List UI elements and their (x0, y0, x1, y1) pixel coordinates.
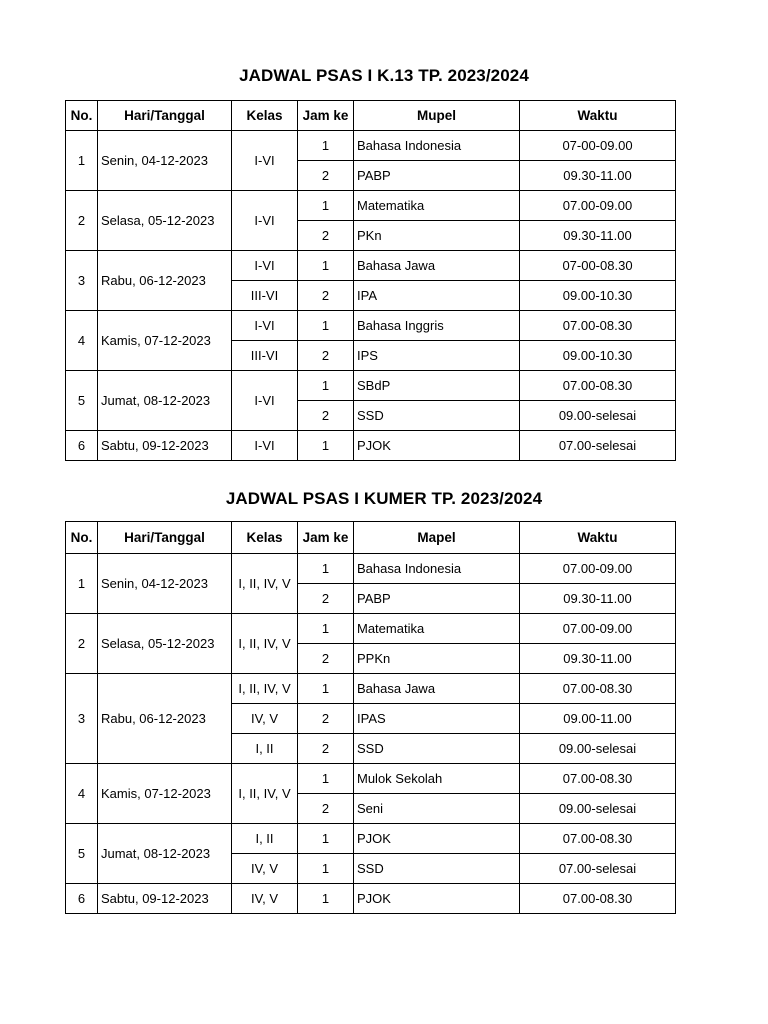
header-subject: Mapel (354, 522, 520, 554)
day-date-cell: Jumat, 08-12-2023 (98, 371, 232, 431)
class-cell: I-VI (232, 251, 298, 281)
subject-cell: SSD (354, 854, 520, 884)
row-number-cell: 3 (66, 674, 98, 764)
period-cell: 1 (298, 131, 354, 161)
time-cell: 07-00-08.30 (520, 251, 676, 281)
time-cell: 07.00-selesai (520, 431, 676, 461)
table-row (66, 431, 676, 461)
table-row (66, 554, 676, 584)
header-class: Kelas (232, 101, 298, 131)
table-row (66, 131, 676, 161)
class-cell: I, II (232, 824, 298, 854)
class-cell: I, II, IV, V (232, 674, 298, 704)
header-day: Hari/Tanggal (98, 101, 232, 131)
class-cell: I, II, IV, V (232, 614, 298, 674)
header-period: Jam ke (298, 522, 354, 554)
class-cell: III-VI (232, 341, 298, 371)
class-cell: I-VI (232, 131, 298, 191)
time-cell: 09.00-selesai (520, 794, 676, 824)
subject-cell: Bahasa Inggris (354, 311, 520, 341)
time-cell: 09.30-11.00 (520, 644, 676, 674)
period-cell: 1 (298, 431, 354, 461)
row-number-cell: 6 (66, 884, 98, 914)
time-cell: 07.00-08.30 (520, 764, 676, 794)
time-cell: 07.00-09.00 (520, 614, 676, 644)
period-cell: 2 (298, 281, 354, 311)
row-number-cell: 1 (66, 131, 98, 191)
time-cell: 07.00-selesai (520, 854, 676, 884)
header-subject: Mupel (354, 101, 520, 131)
subject-cell: Bahasa Jawa (354, 251, 520, 281)
subject-cell: PPKn (354, 644, 520, 674)
day-date-cell: Senin, 04-12-2023 (98, 131, 232, 191)
time-cell: 07-00-09.00 (520, 131, 676, 161)
table-body (66, 131, 676, 461)
subject-cell: Bahasa Jawa (354, 674, 520, 704)
subject-cell: IPS (354, 341, 520, 371)
period-cell: 1 (298, 854, 354, 884)
time-cell: 09.30-11.00 (520, 584, 676, 614)
row-number-cell: 6 (66, 431, 98, 461)
subject-cell: SBdP (354, 371, 520, 401)
day-date-cell: Selasa, 05-12-2023 (98, 191, 232, 251)
class-cell: I-VI (232, 431, 298, 461)
period-cell: 2 (298, 401, 354, 431)
table-row (66, 191, 676, 221)
schedule-title-kumer: JADWAL PSAS I KUMER TP. 2023/2024 (225, 489, 543, 508)
period-cell: 1 (298, 251, 354, 281)
class-cell: I, II, IV, V (232, 554, 298, 614)
time-cell: 07.00-08.30 (520, 311, 676, 341)
day-date-cell: Rabu, 06-12-2023 (98, 251, 232, 311)
period-cell: 1 (298, 554, 354, 584)
class-cell: IV, V (232, 704, 298, 734)
class-cell: I, II (232, 734, 298, 764)
subject-cell: PJOK (354, 884, 520, 914)
time-cell: 07.00-08.30 (520, 674, 676, 704)
subject-cell: Matematika (354, 191, 520, 221)
class-cell: IV, V (232, 884, 298, 914)
schedule-table-kumer (65, 521, 676, 914)
subject-cell: Mulok Sekolah (354, 764, 520, 794)
row-number-cell: 5 (66, 371, 98, 431)
period-cell: 2 (298, 644, 354, 674)
row-number-cell: 2 (66, 614, 98, 674)
period-cell: 1 (298, 614, 354, 644)
time-cell: 09.30-11.00 (520, 161, 676, 191)
table-row (66, 674, 676, 704)
time-cell: 09.00-10.30 (520, 281, 676, 311)
class-cell: I-VI (232, 311, 298, 341)
class-cell: I-VI (232, 371, 298, 431)
header-day: Hari/Tanggal (98, 522, 232, 554)
subject-cell: Bahasa Indonesia (354, 131, 520, 161)
subject-cell: IPAS (354, 704, 520, 734)
period-cell: 2 (298, 161, 354, 191)
row-number-cell: 3 (66, 251, 98, 311)
table-body (66, 554, 676, 914)
subject-cell: Matematika (354, 614, 520, 644)
table-row (66, 884, 676, 914)
class-cell: IV, V (232, 854, 298, 884)
table-row (66, 251, 676, 281)
table-header-row (66, 522, 676, 554)
subject-cell: IPA (354, 281, 520, 311)
time-cell: 09.00-selesai (520, 401, 676, 431)
day-date-cell: Kamis, 07-12-2023 (98, 311, 232, 371)
row-number-cell: 4 (66, 311, 98, 371)
day-date-cell: Selasa, 05-12-2023 (98, 614, 232, 674)
period-cell: 1 (298, 311, 354, 341)
subject-cell: Bahasa Indonesia (354, 554, 520, 584)
subject-cell: SSD (354, 734, 520, 764)
time-cell: 07.00-08.30 (520, 824, 676, 854)
subject-cell: PJOK (354, 431, 520, 461)
period-cell: 1 (298, 674, 354, 704)
period-cell: 2 (298, 584, 354, 614)
day-date-cell: Sabtu, 09-12-2023 (98, 884, 232, 914)
header-time: Waktu (520, 522, 676, 554)
period-cell: 1 (298, 371, 354, 401)
time-cell: 07.00-09.00 (520, 554, 676, 584)
subject-cell: PKn (354, 221, 520, 251)
row-number-cell: 5 (66, 824, 98, 884)
table-row (66, 371, 676, 401)
class-cell: I-VI (232, 191, 298, 251)
time-cell: 07.00-08.30 (520, 884, 676, 914)
schedule-table-k13 (65, 100, 676, 461)
header-time: Waktu (520, 101, 676, 131)
period-cell: 2 (298, 704, 354, 734)
row-number-cell: 2 (66, 191, 98, 251)
time-cell: 09.00-11.00 (520, 704, 676, 734)
time-cell: 07.00-09.00 (520, 191, 676, 221)
day-date-cell: Senin, 04-12-2023 (98, 554, 232, 614)
time-cell: 09.00-10.30 (520, 341, 676, 371)
day-date-cell: Kamis, 07-12-2023 (98, 764, 232, 824)
day-date-cell: Jumat, 08-12-2023 (98, 824, 232, 884)
time-cell: 09.00-selesai (520, 734, 676, 764)
header-class: Kelas (232, 522, 298, 554)
table-header-row (66, 101, 676, 131)
period-cell: 1 (298, 824, 354, 854)
class-cell: I, II, IV, V (232, 764, 298, 824)
header-no: No. (66, 101, 98, 131)
subject-cell: PABP (354, 584, 520, 614)
time-cell: 07.00-08.30 (520, 371, 676, 401)
row-number-cell: 4 (66, 764, 98, 824)
period-cell: 1 (298, 191, 354, 221)
subject-cell: PABP (354, 161, 520, 191)
table-row (66, 614, 676, 644)
period-cell: 2 (298, 794, 354, 824)
period-cell: 2 (298, 734, 354, 764)
subject-cell: Seni (354, 794, 520, 824)
header-period: Jam ke (298, 101, 354, 131)
day-date-cell: Rabu, 06-12-2023 (98, 674, 232, 764)
subject-cell: PJOK (354, 824, 520, 854)
schedule-title-k13: JADWAL PSAS I K.13 TP. 2023/2024 (239, 66, 529, 85)
time-cell: 09.30-11.00 (520, 221, 676, 251)
subject-cell: SSD (354, 401, 520, 431)
table-row (66, 311, 676, 341)
period-cell: 1 (298, 884, 354, 914)
class-cell: III-VI (232, 281, 298, 311)
table-row (66, 764, 676, 794)
period-cell: 2 (298, 341, 354, 371)
period-cell: 1 (298, 764, 354, 794)
row-number-cell: 1 (66, 554, 98, 614)
table-row (66, 824, 676, 854)
period-cell: 2 (298, 221, 354, 251)
day-date-cell: Sabtu, 09-12-2023 (98, 431, 232, 461)
header-no: No. (66, 522, 98, 554)
